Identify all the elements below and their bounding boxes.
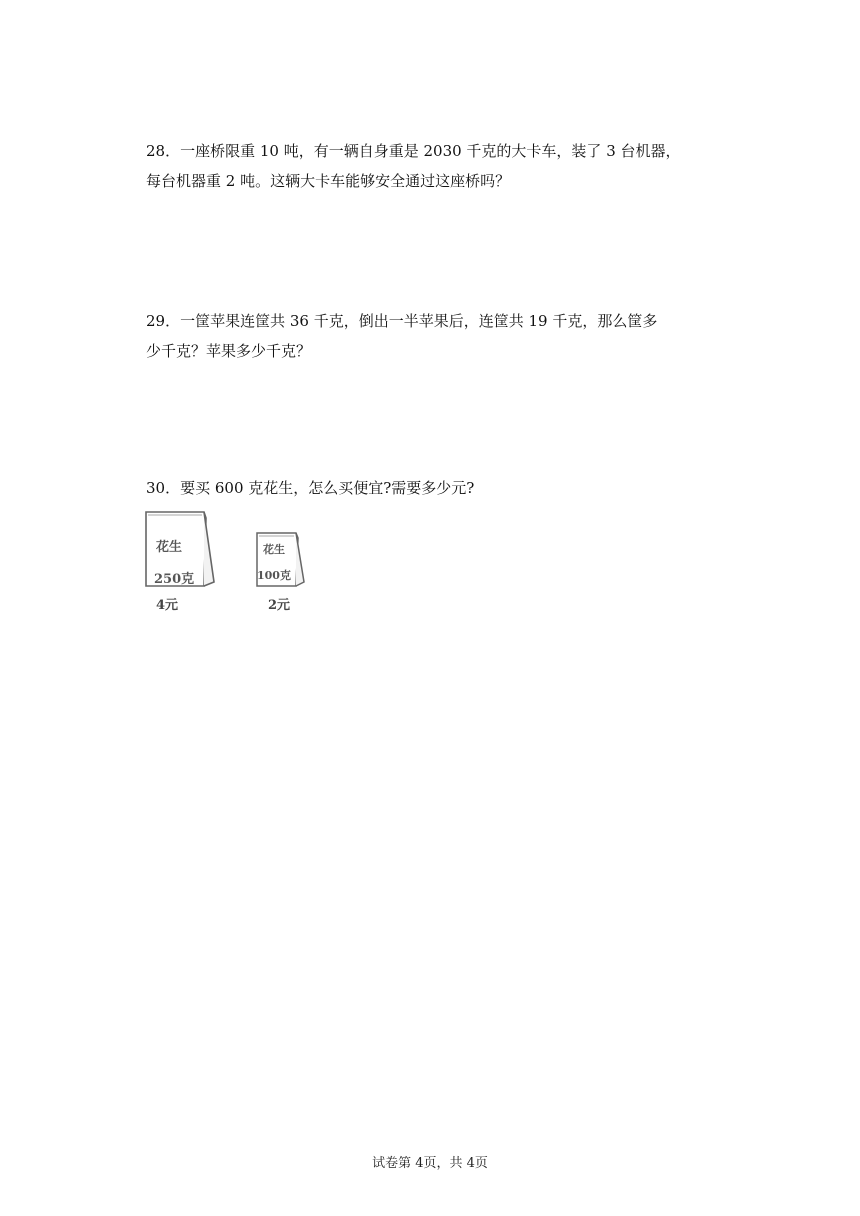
peanut-bag-250g [142, 508, 222, 612]
question-text-line: 30．要买 600 克花生，怎么买便宜?需要多少元? [146, 479, 475, 497]
question-28 [146, 136, 726, 196]
bag-name: 花生 [156, 540, 183, 555]
question-30 [146, 473, 726, 503]
question-29 [146, 306, 726, 366]
peanut-bag-100g [254, 530, 314, 612]
bag-name: 花生 [263, 543, 285, 556]
bag-price: 2元 [268, 598, 291, 613]
bag-weight: 250克 [154, 572, 195, 587]
bag-price: 4元 [156, 598, 179, 613]
bag-weight: 100克 [257, 569, 291, 582]
question-text-line: 每台机器重 2 吨。这辆大卡车能够安全通过这座桥吗？ [146, 172, 511, 190]
question-text-line: 28．一座桥限重 10 吨，有一辆自身重是 2030 千克的大卡车，装了 3 台机器， [146, 142, 681, 160]
question-text-line: 29．一筐苹果连筐共 36 千克，倒出一半苹果后，连筐共 19 千克，那么筐多 [146, 312, 658, 330]
page-footer: 试卷第 4页，共 4页 [372, 1156, 488, 1171]
question-text-line: 少千克？苹果多少千克？ [146, 342, 312, 360]
